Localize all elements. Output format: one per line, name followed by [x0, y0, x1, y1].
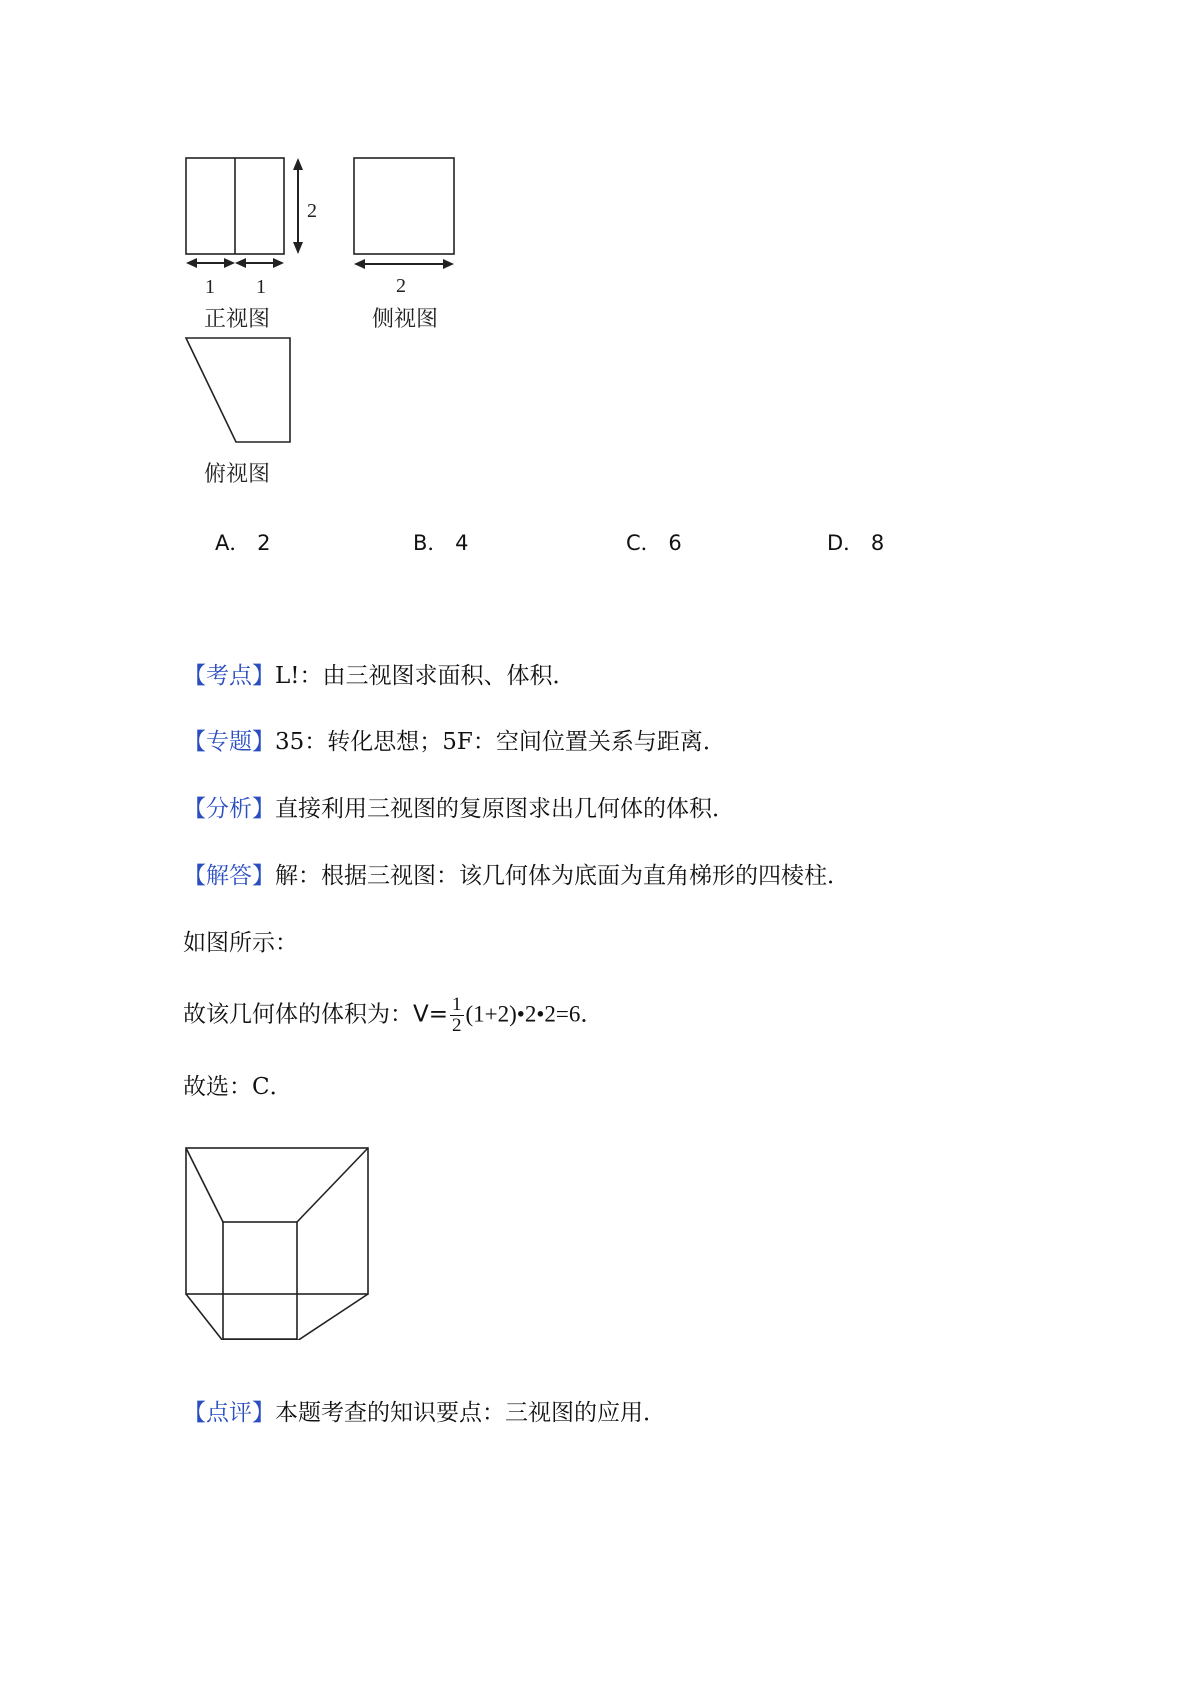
solid-top-right-edge — [297, 1148, 368, 1222]
front-dim-left: 1 — [205, 276, 215, 298]
solid-back-face — [186, 1148, 368, 1294]
jieda-text: 解：根据三视图：该几何体为底面为直角梯形的四棱柱． — [275, 863, 850, 889]
kaodian-text: L!：由三视图求面积、体积． — [275, 663, 576, 689]
side-view-diagram — [348, 150, 466, 280]
side-dim-width: 2 — [396, 275, 406, 297]
volume-end: ． — [580, 1001, 604, 1028]
volume-lhs: V= — [413, 1001, 449, 1028]
volume-fraction — [450, 995, 464, 1036]
volume-rhs: (1+2)•2•2=6 — [465, 1001, 581, 1027]
option-c: C． 6 — [626, 531, 682, 555]
dianping-line — [183, 1398, 666, 1428]
volume-prefix: 故该几何体的体积为： — [183, 1001, 413, 1028]
dianping-text: 本题考查的知识要点：三视图的应用． — [275, 1400, 666, 1426]
solid-diagram — [180, 1140, 380, 1340]
top-view-diagram — [180, 330, 300, 450]
option-a: A． 2 — [215, 531, 271, 555]
fenxi-tag: 【分析】 — [183, 796, 275, 822]
zhuanti-tag: 【专题】 — [183, 729, 275, 755]
solid-front-face — [223, 1222, 297, 1340]
fenxi-text: 直接利用三视图的复原图求出几何体的体积． — [275, 796, 735, 822]
fraction-denominator: 2 — [452, 1015, 462, 1036]
solid-left-slant — [186, 1294, 223, 1340]
option-b: B． 4 — [413, 531, 469, 555]
top-view-label: 俯视图 — [203, 462, 270, 487]
zhuanti-text: 35：转化思想；5F：空间位置关系与距离． — [275, 729, 726, 755]
guxuan-line: 故选：C． — [183, 1074, 293, 1100]
front-view-diagram — [180, 150, 320, 295]
fraction-numerator: 1 — [452, 994, 462, 1015]
solid-right-slant — [297, 1294, 368, 1340]
front-dim-right: 1 — [256, 276, 266, 298]
front-view-label: 正视图 — [203, 307, 270, 332]
kaodian-tag: 【考点】 — [183, 663, 275, 689]
side-view-label: 侧视图 — [371, 307, 438, 332]
fenxi-line — [183, 794, 735, 824]
top-view-trapezoid — [186, 338, 290, 442]
dianping-tag: 【点评】 — [183, 1400, 275, 1426]
front-dim-height: 2 — [307, 200, 317, 222]
side-view-outline — [354, 158, 454, 254]
jieda-tag: 【解答】 — [183, 863, 275, 889]
solid-top-left-edge — [186, 1148, 223, 1222]
option-d: D． 8 — [827, 531, 885, 555]
rutu-line: 如图所示： — [183, 930, 298, 956]
jieda-line — [183, 861, 850, 891]
volume-line — [183, 995, 603, 1036]
zhuanti-line — [183, 727, 726, 757]
kaodian-line — [183, 661, 576, 691]
